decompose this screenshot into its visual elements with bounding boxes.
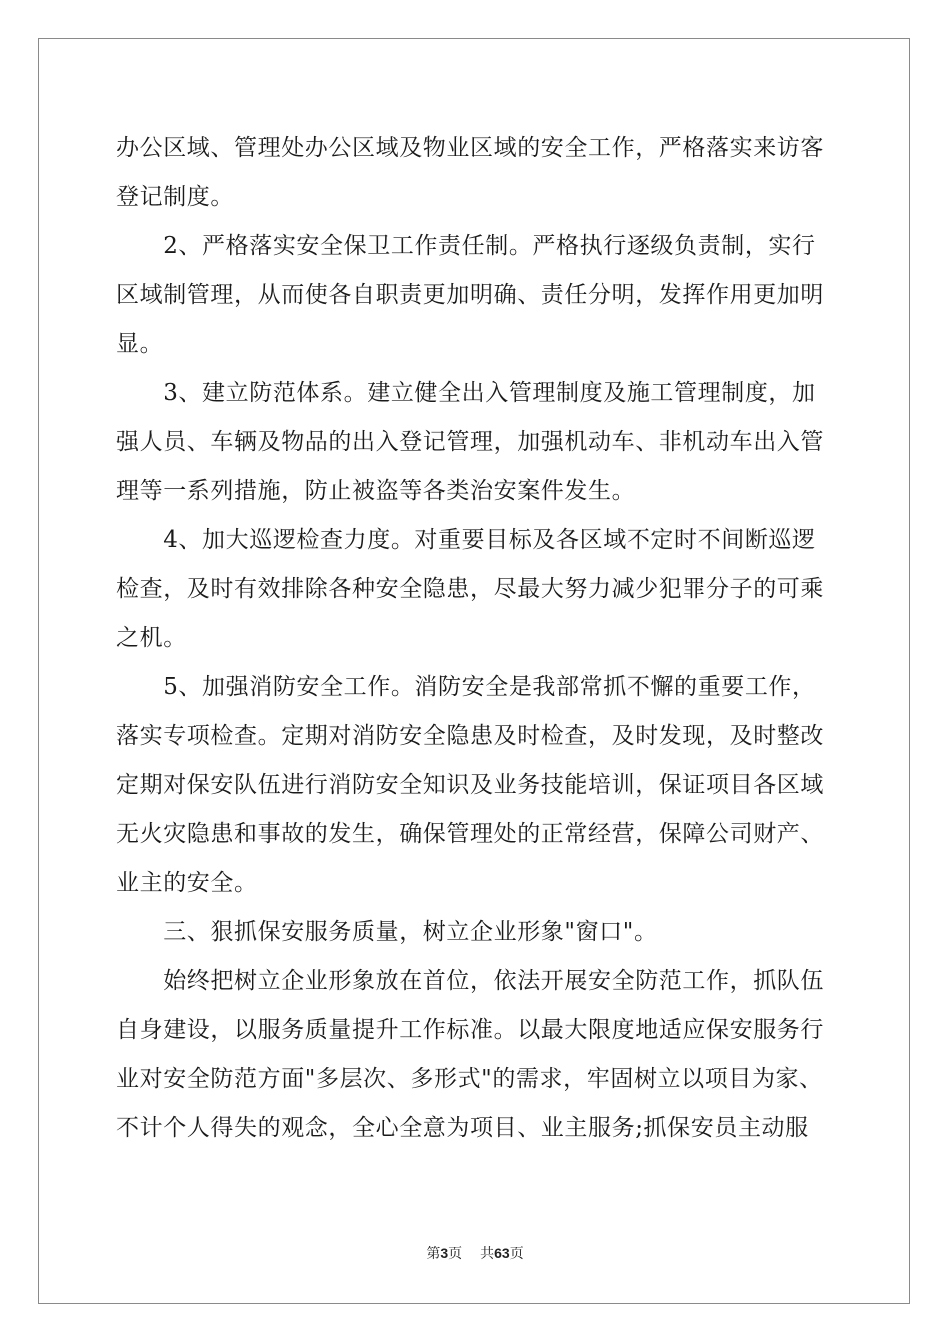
text-line: 强人员、车辆及物品的出入登记管理，加强机动车、非机动车出入管 [116, 429, 824, 455]
text-line: 办公区域、管理处办公区域及物业区域的安全工作，严格落实来访客 [116, 135, 824, 161]
page-suffix: 页 [448, 1246, 463, 1262]
document-body [116, 124, 836, 1153]
text-line: 业对安全防范方面"多层次、多形式"的需求，牢固树立以项目为家、 [116, 1066, 823, 1092]
total-suffix: 页 [509, 1246, 524, 1262]
text-line: 5、加强消防安全工作。消防安全是我部常抓不懈的重要工作， [116, 674, 816, 700]
page-number: 3 [440, 1245, 449, 1261]
text-line: 3、建立防范体系。建立健全出入管理制度及施工管理制度，加 [116, 380, 816, 406]
text-line: 业主的安全。 [116, 870, 258, 896]
text-line: 自身建设，以服务质量提升工作标准。以最大限度地适应保安服务行 [116, 1017, 824, 1043]
text-line: 理等一系列措施，防止被盗等各类治安案件发生。 [116, 478, 636, 504]
text-line: 区域制管理，从而使各自职责更加明确、责任分明，发挥作用更加明 [116, 282, 824, 308]
text-line: 不计个人得失的观念，全心全意为项目、业主服务;抓保安员主动服 [116, 1115, 809, 1141]
text-line: 2、严格落实安全保卫工作责任制。严格执行逐级负责制，实行 [116, 233, 816, 259]
text-line: 检查，及时有效排除各种安全隐患，尽最大努力减少犯罪分子的可乘 [116, 576, 824, 602]
page-footer [0, 1243, 950, 1264]
text-line: 无火灾隐患和事故的发生，确保管理处的正常经营，保障公司财产、 [116, 821, 824, 847]
text-line: 之机。 [116, 625, 187, 651]
text-line: 4、加大巡逻检查力度。对重要目标及各区域不定时不间断巡逻 [116, 527, 816, 553]
text-line: 始终把树立企业形象放在首位，依法开展安全防范工作，抓队伍 [116, 968, 824, 994]
total-prefix: 共 [480, 1246, 495, 1262]
total-pages: 63 [494, 1245, 510, 1261]
text-line: 定期对保安队伍进行消防安全知识及业务技能培训，保证项目各区域 [116, 772, 824, 798]
text-line: 显。 [116, 331, 164, 357]
page-prefix: 第 [426, 1246, 441, 1262]
text-line: 落实专项检查。定期对消防安全隐患及时检查，及时发现，及时整改 [116, 723, 824, 749]
text-line: 登记制度。 [116, 184, 234, 210]
text-line: 三、狠抓保安服务质量，树立企业形象"窗口"。 [116, 919, 658, 945]
